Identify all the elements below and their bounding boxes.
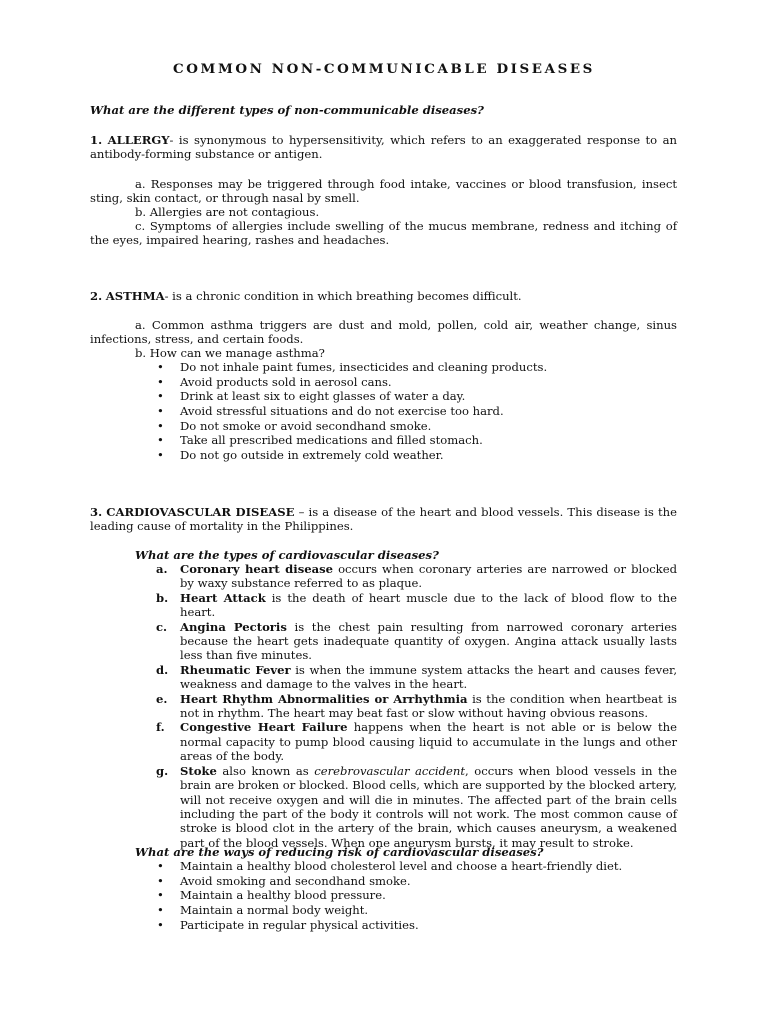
allergy-point-b: b. Allergies are not contagious. [135,205,320,219]
bullet-icon: • [157,404,164,419]
list-item: • Do not go outside in extremely cold weather. [157,448,444,463]
list-item: • Maintain a healthy blood pressure. [157,888,386,903]
asthma-bullet-list [90,360,677,463]
list-item: • Participate in regular physical activities. [157,917,419,932]
list-item: • Maintain a normal body weight. [157,903,369,918]
cardio-definition [90,505,677,534]
asthma-point-b: b. How can we manage asthma? [135,346,325,360]
bullet-icon: • [157,360,164,374]
list-item: • Avoid smoking and secondhand smoke. [157,873,411,888]
allergy-point-c: c. Symptoms of allergies include swelling of the mucus membrane, redness and itching of the eyes, impaired hearing, rashes and headaches. [90,219,677,248]
bullet-icon: • [157,418,164,433]
list-item: • Avoid products sold in aerosol cans. [157,374,392,389]
bullet-icon: • [157,859,164,873]
list-item: • Do not inhale paint fumes, insecticides and cleaning products. [157,360,548,374]
allergy-def-text: - is synonymous to hypersensitivity, which refers to an exaggerated response to an antibody-forming substance or antigen. [90,133,677,162]
bullet-icon: • [157,374,164,389]
list-item: • Avoid stressful situations and do not exercise too hard. [157,404,504,419]
cardio-term: CARDIOVASCULAR DISEASE [106,505,295,519]
question-types: What are the different types of non-communicable diseases? [90,103,484,117]
cardio-reduce-question: What are the ways of reducing risk of cardiovascular diseases? [135,845,544,859]
list-item: c. Angina Pectoris is the chest pain resulting from narrowed coronary arteries because the heart gets inadequate quantity of oxygen. Angina attack usually lasts less than five minutes. [156,619,678,663]
asthma-point-a: a. Common asthma triggers are dust and mold, pollen, cold air, weather change, sinus infections, stress, and certain foods. [90,318,677,347]
list-item: g. Stoke also known as cerebrovascular accident, occurs when blood vessels in the brain are broken or blocked. Blood cells, which are supported by the blocked artery, will not receive oxygen and will die in minutes. The affected part of the brain cells including the part of the body it controls will not work. The most common cause of stroke is blood clot in the artery of the brain, which causes aneurysm, a weakened part of the blood vessels. When one aneurysm bursts, it may result to stroke. [156,763,677,850]
cardio-types-list [90,562,677,850]
bullet-icon: • [157,448,164,463]
bullet-icon: • [157,917,164,932]
asthma-number: 2. [90,289,103,303]
bullet-icon: • [157,903,164,918]
asthma-definition [90,289,677,303]
bullet-icon: • [157,389,164,404]
asthma-term: ASTHMA [105,289,165,303]
list-item: • Maintain a healthy blood cholesterol level and choose a heart-friendly diet. [157,859,623,873]
cardio-number: 3. [90,505,103,519]
list-item: f. Congestive Heart Failure happens when the heart is not able or is below the normal capacity to pump blood causing liquid to accumulate in the lungs and other areas of the body. [156,720,677,764]
list-item: d. Rheumatic Fever is when the immune system attacks the heart and causes fever, weakness and damage to the valves in the heart. [156,662,678,692]
list-item: b. Heart Attack is the death of heart muscle due to the lack of blood flow to the heart. [156,590,677,620]
cardio-types-question: What are the types of cardiovascular diseases? [135,548,439,562]
page-title: COMMON NON-COMMUNICABLE DISEASES [173,61,595,77]
list-item: • Take all prescribed medications and filled stomach. [157,433,483,448]
cardio-reduce-list [90,859,677,932]
cardio-def-text: – is a disease of the heart and blood vessels. This disease is the leading cause of mortality in the Philippines. [90,505,677,534]
allergy-point-a: a. Responses may be triggered through food intake, vaccines or blood transfusion, insect sting, skin contact, or through nasal by smell. [90,177,677,206]
allergy-number: 1. [90,133,103,147]
list-item: e. Heart Rhythm Abnormalities or Arrhythmia is the condition when heartbeat is not in rhythm. The heart may beat fast or slow without having obvious reasons. [156,691,677,721]
bullet-icon: • [157,888,164,903]
list-item: a. Coronary heart disease occurs when coronary arteries are narrowed or blocked by waxy substance referred to as plaque. [156,562,677,591]
list-item: • Do not smoke or avoid secondhand smoke. [157,418,432,433]
bullet-icon: • [157,873,164,888]
allergy-term: ALLERGY [107,133,170,147]
asthma-def-text: - is a chronic condition in which breathing becomes difficult. [164,289,522,303]
bullet-icon: • [157,433,164,448]
list-item: • Drink at least six to eight glasses of water a day. [157,389,466,404]
allergy-definition [90,133,677,162]
